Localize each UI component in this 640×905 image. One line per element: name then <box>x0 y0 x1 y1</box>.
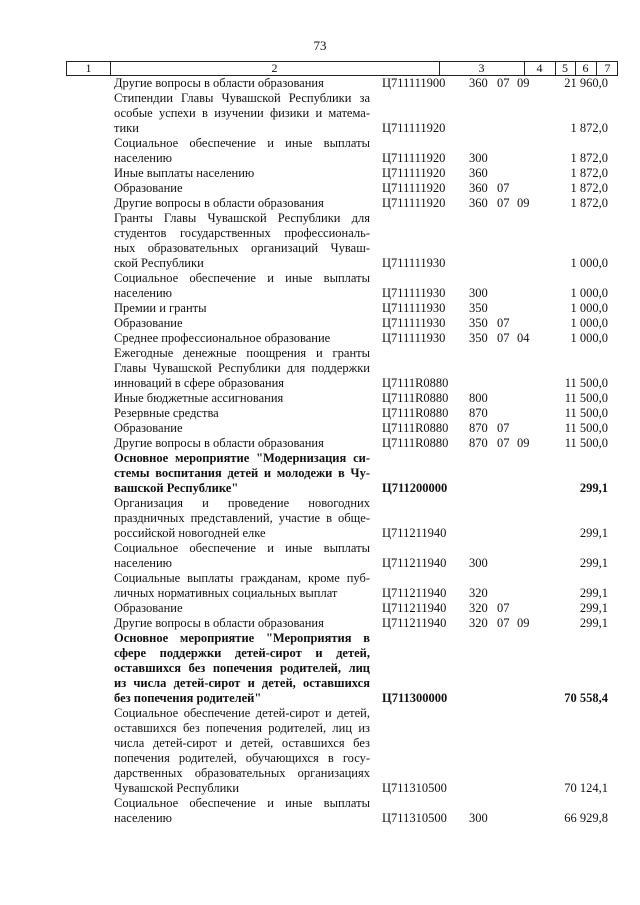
row-code: Ц711211940 <box>382 586 447 600</box>
table-row <box>0 436 640 451</box>
row-amount: 299,1 <box>579 526 608 540</box>
column-header-3: 3 <box>478 61 485 75</box>
row-amount: 1 872,0 <box>570 196 608 210</box>
table-row <box>0 601 640 616</box>
row-code: Ц711211940 <box>382 526 447 540</box>
row-code: Ц711111900 <box>382 76 446 90</box>
row-code: Ц7111R0880 <box>382 391 449 405</box>
row-description <box>114 631 370 706</box>
row-amount: 11 500,0 <box>564 406 608 420</box>
description-line: Социальное обеспечение и иные выплаты <box>114 271 370 285</box>
description-line: без попечения родителей" <box>114 691 262 705</box>
table-row <box>0 421 640 436</box>
row-code: Ц7111R0880 <box>382 406 449 420</box>
table-row <box>0 616 640 631</box>
description-line: ных образовательных организаций Чуваш- <box>114 241 370 255</box>
row-section: 07 <box>497 616 510 630</box>
row-subsection: 09 <box>517 616 530 630</box>
description-line: Стипендии Главы Чувашской Республики за <box>114 91 370 105</box>
description-line: Иные бюджетные ассигнования <box>114 391 284 405</box>
table-row <box>0 706 640 796</box>
row-expense-type: 350 <box>469 301 488 315</box>
table-row <box>0 181 640 196</box>
row-expense-type: 360 <box>469 196 488 210</box>
row-expense-type: 800 <box>469 391 488 405</box>
row-description <box>114 301 370 316</box>
row-code: Ц711300000 <box>382 691 448 705</box>
row-description <box>114 406 370 421</box>
column-header-5: 5 <box>562 61 568 75</box>
row-expense-type: 320 <box>469 601 488 615</box>
description-line: вашской Республике" <box>114 481 239 495</box>
description-line: Организация и проведение новогодних <box>114 496 370 510</box>
row-code: Ц711211940 <box>382 601 447 615</box>
table-row <box>0 271 640 301</box>
row-code: Ц711111930 <box>382 256 446 270</box>
row-description <box>114 796 370 826</box>
row-description <box>114 181 370 196</box>
row-description <box>114 391 370 406</box>
row-description <box>114 706 370 796</box>
row-amount: 70 124,1 <box>564 781 608 795</box>
row-section: 07 <box>497 181 510 195</box>
row-code: Ц7111R0880 <box>382 436 449 450</box>
row-code: Ц711211940 <box>382 616 447 630</box>
row-amount: 66 929,8 <box>564 811 608 825</box>
row-description <box>114 76 370 91</box>
row-code: Ц711310500 <box>382 811 447 825</box>
row-code: Ц711111930 <box>382 331 446 345</box>
row-description <box>114 91 370 136</box>
description-line: Гранты Главы Чувашской Республики для <box>114 211 370 225</box>
row-description <box>114 601 370 616</box>
row-expense-type: 360 <box>469 181 488 195</box>
row-subsection: 09 <box>517 436 530 450</box>
description-line: особые успехи в изучении физики и матема- <box>114 106 370 120</box>
row-expense-type: 350 <box>469 331 488 345</box>
description-line: Образование <box>114 601 183 615</box>
row-code: Ц711111920 <box>382 121 446 135</box>
row-description <box>114 436 370 451</box>
row-amount: 11 500,0 <box>564 376 608 390</box>
budget-table-body <box>0 76 640 826</box>
row-code: Ц711211940 <box>382 556 447 570</box>
row-description <box>114 451 370 496</box>
table-row <box>0 316 640 331</box>
row-description <box>114 346 370 391</box>
table-row <box>0 136 640 166</box>
row-amount: 299,1 <box>579 481 608 495</box>
row-amount: 11 500,0 <box>564 391 608 405</box>
row-description <box>114 166 370 181</box>
row-subsection: 09 <box>517 196 530 210</box>
row-description <box>114 316 370 331</box>
row-expense-type: 870 <box>469 421 488 435</box>
table-row <box>0 571 640 601</box>
row-code: Ц711111930 <box>382 301 446 315</box>
row-description <box>114 136 370 166</box>
row-section: 07 <box>497 76 510 90</box>
row-amount: 21 960,0 <box>564 76 608 90</box>
row-description <box>114 571 370 601</box>
row-amount: 1 000,0 <box>570 256 608 270</box>
table-row <box>0 301 640 316</box>
table-row <box>0 211 640 271</box>
table-row <box>0 76 640 91</box>
row-expense-type: 350 <box>469 316 488 330</box>
row-expense-type: 360 <box>469 76 488 90</box>
column-header-1: 1 <box>85 61 92 75</box>
row-section: 07 <box>497 196 510 210</box>
row-code: Ц7111R0880 <box>382 376 449 390</box>
page-number: 73 <box>313 38 327 53</box>
description-line: праздничных представлений, участие в обще- <box>114 511 370 525</box>
row-code: Ц711111920 <box>382 196 446 210</box>
row-expense-type: 870 <box>469 436 488 450</box>
row-expense-type: 300 <box>469 811 488 825</box>
row-section: 07 <box>497 421 510 435</box>
row-amount: 1 872,0 <box>570 181 608 195</box>
description-line: студентов государственных профессиональ- <box>114 226 370 240</box>
row-description <box>114 616 370 631</box>
row-code: Ц711111930 <box>382 286 446 300</box>
row-subsection: 09 <box>517 76 530 90</box>
description-line: попечения родителей, обучающихся в госу- <box>114 751 370 765</box>
description-line: Социальные выплаты гражданам, кроме пуб- <box>114 571 370 585</box>
description-line: инноваций в сфере образования <box>114 376 285 390</box>
table-row <box>0 166 640 181</box>
description-line: личных нормативных социальных выплат <box>114 586 338 600</box>
row-expense-type: 360 <box>469 166 488 180</box>
description-line: населению <box>114 556 172 570</box>
column-header-7: 7 <box>604 61 611 75</box>
row-amount: 299,1 <box>579 556 608 570</box>
row-section: 07 <box>497 331 510 345</box>
row-description <box>114 211 370 271</box>
description-line: Чувашской Республики <box>114 781 240 795</box>
description-line: Социальное обеспечение и иные выплаты <box>114 136 370 150</box>
description-line: стемы воспитания детей и молодежи в Чу- <box>114 466 370 480</box>
column-header-6: 6 <box>582 61 589 75</box>
row-expense-type: 320 <box>469 616 488 630</box>
table-header <box>66 61 618 76</box>
column-header-2: 2 <box>271 61 278 75</box>
row-section: 07 <box>497 436 510 450</box>
description-line: дарственных образовательных организациях <box>114 766 370 780</box>
description-line: населению <box>114 286 172 300</box>
table-row <box>0 796 640 826</box>
row-amount: 70 558,4 <box>564 691 608 705</box>
table-row <box>0 541 640 571</box>
description-line: Другие вопросы в области образования <box>114 196 324 210</box>
description-line: Образование <box>114 421 183 435</box>
description-line: Ежегодные денежные поощрения и гранты <box>114 346 370 360</box>
description-line: Иные выплаты населению <box>114 166 255 180</box>
row-amount: 299,1 <box>579 586 608 600</box>
row-description <box>114 331 370 346</box>
row-amount: 11 500,0 <box>564 421 608 435</box>
row-amount: 11 500,0 <box>564 436 608 450</box>
column-header-4: 4 <box>536 61 543 75</box>
row-code: Ц711200000 <box>382 481 448 495</box>
description-line: оставшихся без попечения родителей, лиц из <box>114 721 370 735</box>
description-line: населению <box>114 151 172 165</box>
row-code: Ц7111R0880 <box>382 421 449 435</box>
row-expense-type: 320 <box>469 586 488 600</box>
description-line: числа детей-сирот и детей, оставшихся без <box>114 736 370 750</box>
table-row <box>0 406 640 421</box>
description-line: Социальное обеспечение и иные выплаты <box>114 541 370 555</box>
description-line: Другие вопросы в области образования <box>114 616 324 630</box>
row-expense-type: 300 <box>469 151 488 165</box>
description-line: ской Республики <box>114 256 204 270</box>
description-line: Главы Чувашской Республики для поддержки <box>114 361 370 375</box>
row-code: Ц711111920 <box>382 181 446 195</box>
row-amount: 1 872,0 <box>570 151 608 165</box>
row-expense-type: 870 <box>469 406 488 420</box>
table-row <box>0 346 640 391</box>
row-amount: 1 000,0 <box>570 286 608 300</box>
row-code: Ц711111920 <box>382 166 446 180</box>
table-row <box>0 331 640 346</box>
description-line: сфере поддержки детей-сирот и детей, <box>114 646 370 660</box>
description-line: населению <box>114 811 172 825</box>
row-amount: 1 000,0 <box>570 301 608 315</box>
row-expense-type: 300 <box>469 286 488 300</box>
table-row <box>0 196 640 211</box>
description-line: Образование <box>114 316 183 330</box>
row-code: Ц711310500 <box>382 781 447 795</box>
description-line: Основное мероприятие "Модернизация си- <box>114 451 370 465</box>
row-code: Ц711111920 <box>382 151 446 165</box>
row-description <box>114 496 370 541</box>
description-line: Социальное обеспечение детей-сирот и детей, <box>114 706 370 720</box>
row-expense-type: 300 <box>469 556 488 570</box>
table-row <box>0 451 640 496</box>
description-line: Среднее профессиональное образование <box>114 331 331 345</box>
row-amount: 1 000,0 <box>570 316 608 330</box>
row-amount: 1 000,0 <box>570 331 608 345</box>
row-section: 07 <box>497 316 510 330</box>
description-line: Социальное обеспечение и иные выплаты <box>114 796 370 810</box>
description-line: оставшихся без попечения родителей, лиц <box>114 661 370 675</box>
table-row <box>0 91 640 136</box>
row-amount: 1 872,0 <box>570 121 608 135</box>
description-line: Образование <box>114 181 183 195</box>
row-subsection: 04 <box>517 331 530 345</box>
description-line: российской новогодней елке <box>114 526 266 540</box>
table-row <box>0 391 640 406</box>
row-amount: 1 872,0 <box>570 166 608 180</box>
row-description <box>114 271 370 301</box>
description-line: тики <box>114 121 139 135</box>
row-amount: 299,1 <box>579 601 608 615</box>
table-row <box>0 496 640 541</box>
row-amount: 299,1 <box>579 616 608 630</box>
row-code: Ц711111930 <box>382 316 446 330</box>
row-description <box>114 421 370 436</box>
description-line: Другие вопросы в области образования <box>114 436 324 450</box>
description-line: Основное мероприятие "Мероприятия в <box>114 631 370 645</box>
description-line: Другие вопросы в области образования <box>114 76 324 90</box>
description-line: из числа детей-сирот и детей, оставшихся <box>114 676 370 690</box>
table-row <box>0 631 640 706</box>
row-description <box>114 541 370 571</box>
row-section: 07 <box>497 601 510 615</box>
description-line: Премии и гранты <box>114 301 207 315</box>
description-line: Резервные средства <box>114 406 219 420</box>
row-description <box>114 196 370 211</box>
